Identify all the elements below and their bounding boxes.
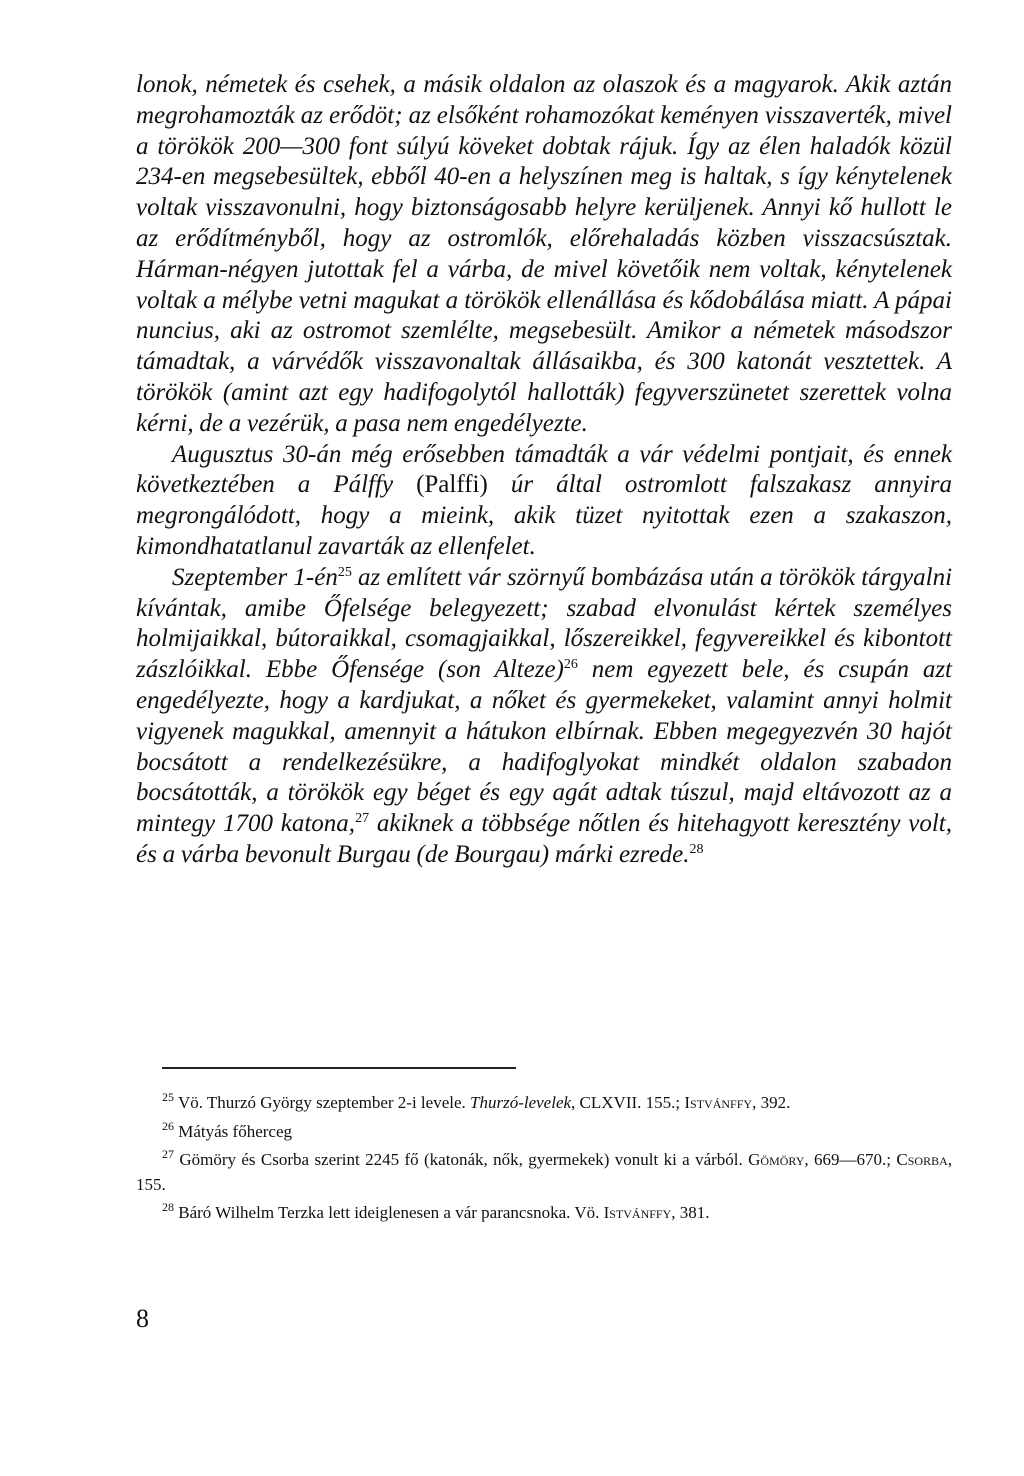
text-run: Báró Wilhelm Terzka lett ideiglenesen a vár parancsnoka. Vö. (174, 1203, 604, 1222)
footnote-number: 25 (162, 1090, 174, 1104)
text-run: , 392. (752, 1093, 791, 1112)
text-run: az említett vár szörnyű bombázása után a törökök tárgyalni kívántak, amibe Őfelsége belegyezett; szabad elvonulást kértek személyes holmijaikkal, bútoraikkal, csomagjaikkal, lőszereikkel, fegyvereikkel és kibontott zászlóikkal. Ebbe Őfensége (son Alteze) (136, 563, 953, 684)
paragraph (136, 70, 952, 440)
footnote (136, 1201, 952, 1226)
main-text (136, 70, 952, 871)
text-run: lonok, németek és csehek, a másik oldalon az olaszok és a magyarok. Akik aztán megrohamozták az erődöt; az elsőként rohamozókat keményen visszaverték, mivel a törökök 200—300 font súlyú köveket dobtak rájuk. Így az élen haladók közül 234-en megsebesültek, ebből 40-en a helyszínen meg is haltak, s így kénytelenek voltak visszavonulni, hogy biztonságosabb helyre kerüljenek. Annyi kő hullott le az erődítményből, hogy az ostromlók, előrehaladás közben visszacsúsztak. Hárman-négyen jutottak fel a várba, de mivel követőik nem voltak, kénytelenek voltak a mélybe vetni magukat a törökök ellenállása és kődobálása miatt. A pápai nuncius, aki az ostromot szemlélte, megsebesült. Amikor a németek másodszor támadtak, a várvédők visszavonaltak állásaikba, és 300 katonát vesztettek. A törökök (amint azt egy hadifogolytól hallották) fegyverszünetet szerettek volna kérni, de a vezérük, a pasa nem engedélyezte. (136, 71, 952, 437)
text-run: akiknek a többsége nőtlen és hitehagyott keresztény volt, és a várba bevonult Burgau (de Bourgau) márki ezrede. (136, 810, 952, 868)
footnote-separator (162, 1067, 516, 1069)
footnote-reference: 28 (689, 841, 704, 857)
author-name: Istvánffy (603, 1203, 672, 1222)
text-run: Mátyás főherceg (174, 1121, 293, 1141)
footnote-reference: 27 (355, 811, 370, 827)
text-run: nem egyezett bele, és csupán azt engedélyezte, hogy a kardjukat, a nőket és gyermekeket, valamint annyi holmit vigyenek magukkal, amennyit a hátukon elbírnak. Ebben megegyezvén 30 hajót bocsátott a rendelkezésükre, a hadifoglyokat mindkét oldalon szabadon bocsátották, a törökök egy béget és egy agát adtak túszul, majd eltávozott az a mintegy 1700 katona, (136, 656, 952, 838)
footnote (136, 1148, 952, 1197)
footnote-number: 26 (162, 1118, 174, 1133)
italic-title: Thurzó-levelek (470, 1093, 572, 1112)
paragraph (136, 440, 952, 563)
text-run: Augusztus 30-án még erősebben támadták a vár védelmi pontjait, és ennek következtében a Pálffy (136, 440, 952, 499)
footnote-number: 28 (162, 1200, 174, 1214)
footnote-reference: 25 (337, 564, 352, 580)
text-run: , 155. (136, 1150, 952, 1194)
text-run: , 669—670.; (804, 1150, 897, 1169)
footnotes (136, 1091, 952, 1230)
text-run: Szeptember 1-én (172, 563, 338, 591)
footnote (136, 1120, 952, 1145)
text-run: úr által ostromlott falszakasz annyira megrongálódott, hogy a mieink, akik tüzet nyitottak ezen a szakaszon, kimondhatatlanul zavarták az ellenfelet. (136, 471, 953, 560)
text-run: , CLXVII. 155.; (571, 1093, 685, 1112)
author-name: Gömöry (748, 1150, 805, 1169)
text-run: Gömöry és Csorba szerint 2245 fő (katonák, nők, gyermekek) vonult ki a várból. (174, 1150, 749, 1169)
text-run: , 381. (671, 1203, 710, 1222)
author-name: Istvánffy (684, 1093, 753, 1112)
text-run: Vö. Thurzó György szeptember 2-i levele. (174, 1093, 471, 1112)
page-number: 8 (136, 1304, 149, 1333)
upright-text: (Palffi) (416, 471, 488, 499)
paragraph (136, 563, 952, 871)
author-name: Csorba (896, 1150, 948, 1169)
footnote-number: 27 (162, 1147, 174, 1161)
footnote-reference: 26 (563, 657, 578, 673)
footnote (136, 1091, 952, 1116)
